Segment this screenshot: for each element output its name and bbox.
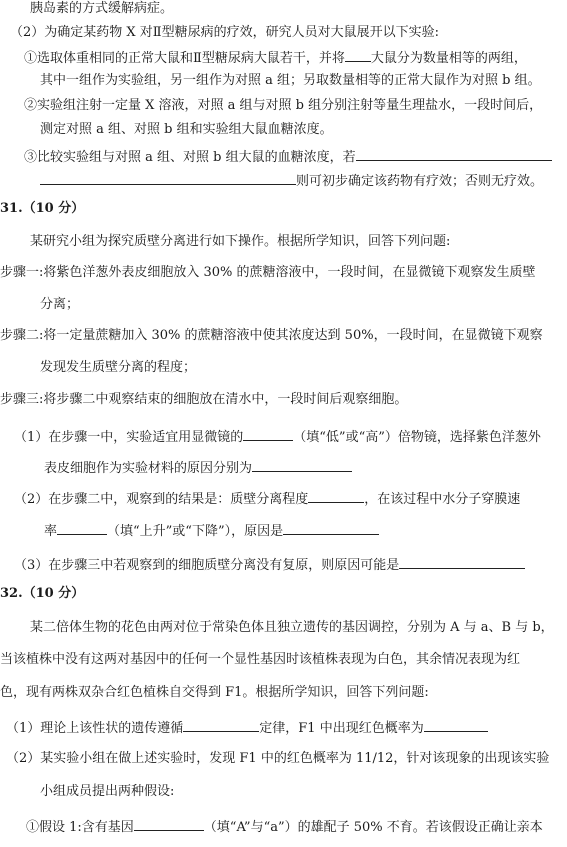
text-line-18 <box>14 488 520 509</box>
text-content: ③比较实验组与对照 a 组、对照 b 组大鼠的血糖浓度，若 <box>24 150 356 165</box>
text-line-7 <box>24 146 552 167</box>
text-content: 定律，F1 中出现红色概率为 <box>259 721 424 736</box>
answer-blank[interactable] <box>399 554 525 569</box>
text-content: 大鼠分为数量相等的两组， <box>370 51 527 66</box>
text-content: ①假设 1:含有基因 <box>26 820 134 835</box>
answer-blank[interactable] <box>252 457 352 472</box>
answer-blank[interactable] <box>424 717 488 732</box>
step-3 <box>0 391 407 409</box>
text-line-5 <box>24 97 542 115</box>
text-content: （填“低”或“高”）倍物镜，选择紫色洋葱外 <box>293 430 541 445</box>
text-content: 率 <box>44 524 58 539</box>
text-content: 某二倍体生物的花色由两对位于常染色体且独立遗传的基因调控，分别为 A 与 a、B 与 b， <box>30 620 554 635</box>
text-line-4 <box>40 72 541 90</box>
answer-blank[interactable] <box>183 717 259 732</box>
text-content: （2）在步骤二中，观察到的结果是：质壁分离程度 <box>14 492 309 507</box>
text-line-3 <box>24 47 527 68</box>
text-content: （1）在步骤一中，实验适宜用显微镜的 <box>14 430 244 445</box>
text-line-19 <box>44 520 379 541</box>
text-content: 则可初步确定该药物有疗效；否则无疗效。 <box>296 174 544 189</box>
question-31-heading <box>0 200 84 218</box>
text-content: 胰岛素的方式缓解病症。 <box>30 1 174 16</box>
text-line-12 <box>40 296 79 314</box>
text-content: （2）为确定某药物 X 对Ⅱ型糖尿病的疗效，研究人员对大鼠展开以下实验: <box>10 25 440 40</box>
text-content: 当该植株中没有这两对基因中的任何一个显性基因时该植株表现为白色，其余情况表现为红 <box>0 652 521 667</box>
text-content: （2）某实验小组在做上述实验时，发现 F1 中的红色概率为 11/12，针对该现象的出现该实验 <box>6 751 550 766</box>
answer-blank[interactable] <box>345 47 371 62</box>
text-content: 色，现有两株双杂合红色植株自交得到 F1。根据所学知识，回答下列问题: <box>0 685 429 700</box>
text-content: 分离； <box>40 297 80 312</box>
text-content: 31.（10 分） <box>0 201 85 216</box>
text-content: ②实验组注射一定量 X 溶液，对照 a 组与对照 b 组分别注射等量生理盐水，一段时间后， <box>24 98 543 113</box>
text-content: 表皮细胞作为实验材料的原因分别为 <box>44 461 253 476</box>
text-line-26 <box>6 750 549 768</box>
answer-blank[interactable] <box>40 170 296 185</box>
text-content: （填“A”与“a”）的雄配子 50% 不育。若该假设正确让亲本 <box>203 820 543 835</box>
text-line-22 <box>30 619 554 637</box>
text-line-6 <box>40 121 333 139</box>
answer-blank[interactable] <box>283 520 379 535</box>
text-line-20 <box>14 554 525 575</box>
step-2 <box>0 327 543 345</box>
text-line-2 <box>10 24 439 42</box>
text-line-27 <box>40 783 174 801</box>
text-line-10 <box>30 233 450 251</box>
text-content: 小组成员提出两种假设: <box>40 784 175 799</box>
text-line-1 <box>30 0 173 18</box>
text-content: ，在该过程中水分子穿膜速 <box>364 492 521 507</box>
text-content: 发现发生质壁分离的程度； <box>40 360 197 375</box>
text-content: 步骤二:将一定量蔗糖加入 30% 的蔗糖溶液中使其浓度达到 50%，一段时间，在显微镜下观察 <box>0 328 543 343</box>
text-content: 32.（10 分） <box>0 586 85 601</box>
text-line-25 <box>6 717 488 738</box>
text-content: 测定对照 a 组、对照 b 组和实验组大鼠血糖浓度。 <box>40 122 333 137</box>
text-line-14 <box>40 359 196 377</box>
text-content: 步骤一:将紫色洋葱外表皮细胞放入 30% 的蔗糖溶液中，一段时间，在显微镜下观察发生质壁 <box>0 265 536 280</box>
text-line-23 <box>0 651 520 669</box>
text-line-17 <box>44 457 352 478</box>
question-32-heading <box>0 585 84 603</box>
text-content: （3）在步骤三中若观察到的细胞质壁分离没有复原，则原因可能是 <box>14 558 400 573</box>
answer-blank[interactable] <box>57 520 107 535</box>
text-content: 其中一组作为实验组，另一组作为对照 a 组；另取数量相等的正常大鼠作为对照 b 组。 <box>40 73 541 88</box>
text-line-28 <box>26 816 543 837</box>
answer-blank[interactable] <box>134 816 204 831</box>
text-line-8 <box>40 170 543 191</box>
answer-blank[interactable] <box>243 426 293 441</box>
step-1 <box>0 264 536 282</box>
text-content: （1）理论上该性状的遗传遵循 <box>6 721 184 736</box>
text-line-16 <box>14 426 541 447</box>
answer-blank[interactable] <box>308 488 364 503</box>
answer-blank[interactable] <box>356 146 552 161</box>
text-line-24 <box>0 684 429 702</box>
text-content: 步骤三:将步骤二中观察结束的细胞放在清水中，一段时间后观察细胞。 <box>0 392 408 407</box>
text-content: （填“上升”或“下降”），原因是 <box>107 524 284 539</box>
text-content: ①选取体重相同的正常大鼠和Ⅱ型糖尿病大鼠若干，并将 <box>24 51 345 66</box>
text-content: 某研究小组为探究质壁分离进行如下操作。根据所学知识，回答下列问题: <box>30 234 451 249</box>
